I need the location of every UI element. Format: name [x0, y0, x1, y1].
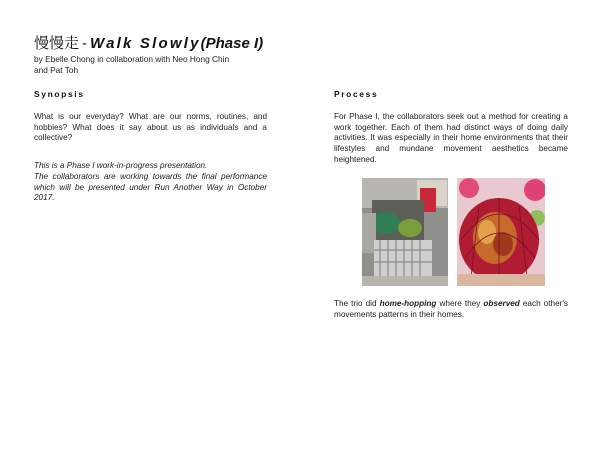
page-title [34, 34, 334, 53]
photo-shopping-trolley [362, 178, 448, 286]
process-heading: Process [334, 89, 379, 99]
synopsis-note-line-2: The collaborators are working towards the final performance which will be presented under Run Another Way in October 2017. [34, 171, 267, 203]
byline-line-2: and Pat Toh [34, 64, 79, 75]
synopsis-body: What is our everyday? What are our norms, routines, and hobbies? What does it say about us as individuals and a collective? [34, 112, 267, 143]
photo-food-cover [457, 178, 545, 286]
byline [34, 54, 254, 75]
caption-text-1: The trio did [334, 299, 380, 308]
synopsis-note-line-1: This is a Phase I work-in-progress presentation. [34, 161, 208, 171]
caption-bold-observed: observed [483, 299, 520, 308]
title-separator: - [82, 35, 88, 52]
caption-bold-home-hopping: home-hopping [379, 299, 437, 308]
photo-trolley-graphic [362, 178, 448, 286]
process-caption [334, 299, 568, 320]
title-phase: (Phase I) [200, 35, 264, 52]
caption-text-3: each other's movements patterns in their homes. [334, 299, 569, 319]
title-block [34, 34, 334, 75]
synopsis-note [34, 161, 267, 204]
synopsis-section [34, 89, 267, 204]
process-section [334, 89, 568, 166]
title-chinese: 慢慢走 [34, 34, 80, 52]
process-body: For Phase I, the collaborators seek out a method for creating a work together. Each of them had distinct ways of doing daily activities. It was especially in their home environments that their lifestyles and mundane movement aesthetics became heightened. [334, 112, 568, 164]
caption-text-2: where they [436, 299, 484, 308]
synopsis-heading: Synopsis [34, 89, 85, 99]
photo-food-cover-graphic [457, 178, 545, 286]
byline-line-1: by Ebelle Chong in collaboration with Neo Hong Chin [34, 54, 230, 64]
title-english: Walk Slowly [90, 35, 201, 52]
